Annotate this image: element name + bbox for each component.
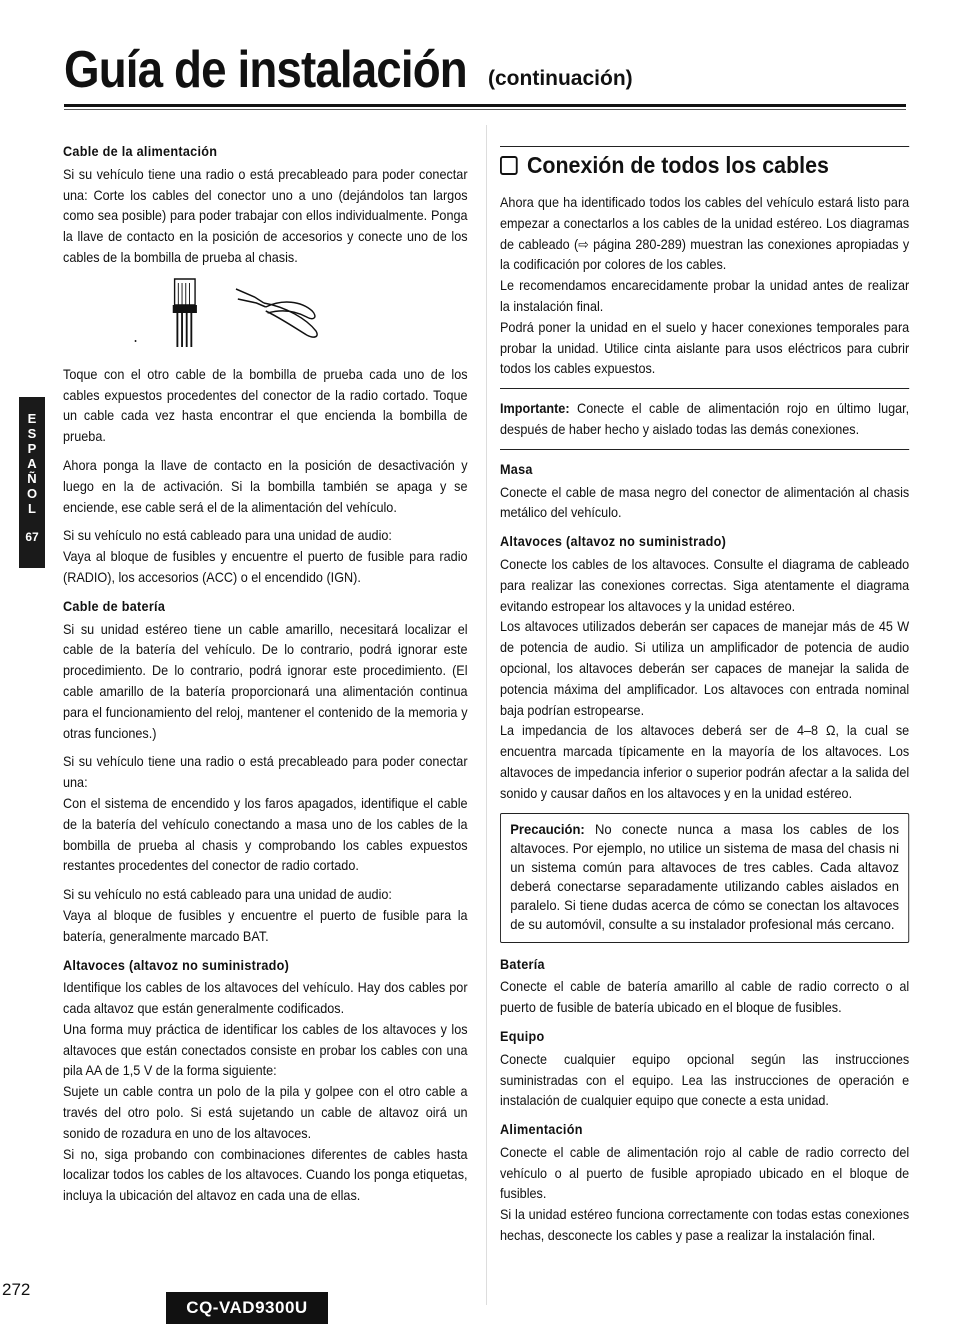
heading-masa: Masa — [500, 461, 533, 477]
paragraph: Una forma muy práctica de identificar los cables de los altavoces y los altavoces que están conectados consiste en probar los cables con una pila AA de 1,5 V de la forma siguiente: — [63, 1021, 468, 1079]
paragraph: La impedancia de los altavoces deberá ser de 4–8 Ω, la cual se encuentra marcada típicamente en la mayoría de los altavoces. Los altavoces de impedancia inferior o superior podrán afectar a la salida del sonido y causar daños en los altavoces y en la unidad estéreo. — [500, 723, 910, 801]
paragraph: Conecte el cable de alimentación rojo al cable de radio correcto del vehículo o al puerto de fusible apropiado ubicado en el bloque de fusibles. — [500, 1144, 910, 1202]
section-title-text: Conexión de todos los cables — [526, 152, 829, 178]
caution-label: Precaución: — [510, 820, 585, 837]
heading-equipo: Equipo — [500, 1028, 545, 1044]
paragraph: Si su vehículo no está cableado para una unidad de audio: — [63, 887, 392, 903]
side-tab-page: 67 — [25, 530, 39, 544]
page-number: 272 — [2, 1280, 31, 1299]
section-title — [500, 151, 909, 179]
paragraph: Conecte el cable de batería amarillo al cable de radio correcto o al puerto de fusible de batería ubicado en el bloque de fusibles. — [500, 979, 910, 1016]
section-rule — [500, 146, 909, 147]
paragraph: Sujete un cable contra un polo de la pila y golpee con el otro cable a través del otro polo. Si está sujetando un cable de altavoz oirá un sonido de rozadura en uno de los altavoces. — [63, 1084, 468, 1141]
paragraph: Ahora ponga la llave de contacto en la posición de desactivación y luego en la de activación. Si la bombilla también se apaga y se enciende, ese cable será el de la alimentación del vehículo. — [63, 457, 468, 515]
side-tab-letter: L — [28, 501, 36, 516]
paragraph: Conecte cualquier equipo opcional según las instrucciones suministradas con el equipo. Lea las instrucciones de operación e instalación de cualquier equipo que conecte a esta unidad. — [500, 1051, 910, 1109]
column-divider — [486, 125, 487, 1305]
paragraph: Vaya al bloque de fusibles y encuentre el puerto de fusible para la batería, generalmente marcado BAT. — [63, 907, 468, 944]
header-rule-thin — [64, 109, 906, 110]
divider — [500, 388, 909, 389]
paragraph: Con el sistema de encendido y los faros apagados, identifique el cable de la batería del vehículo conectando a masa uno de los cables de la bombilla de prueba al chasis y comprobando los cables expuestos restantes procedentes del conector de radio cortado. — [63, 795, 468, 874]
heading-altavoces-right: Altavoces (altavoz no suministrado) — [500, 534, 727, 550]
paragraph: Si su vehículo tiene una radio o está precableado para poder conectar una: Corte los cables del conector uno a uno (dejándolos tan largos como sea posible) para poder trabajar con ellos individualmente. Ponga la llave de contacto en la posición de accesorios y conecte uno de los cables de la bombilla de prueba al chasis. — [63, 166, 468, 265]
heading-cable-bateria: Cable de batería — [63, 598, 166, 614]
header-rule — [64, 104, 906, 107]
paragraph: Ahora que ha identificado todos los cables del vehículo estará listo para empezar a conectarlos a los cables de la unidad estéreo. Los diagramas de cableado (⇨ página 280-289) muestran las conexiones apropiadas y la codificación por colores de los cables. — [500, 195, 910, 273]
paragraph: Identifique los cables de los altavoces del vehículo. Hay dos cables por cada altavoz que están generalmente codificados. — [63, 980, 468, 1017]
side-tab-letter: Ñ — [27, 471, 37, 486]
side-tab-letter: O — [26, 486, 38, 501]
page-title: Guía de instalación — [64, 41, 467, 99]
right-column — [500, 152, 910, 1247]
paragraph: Conecte los cables de los altavoces. Consulte el diagrama de cableado para realizar las conexiones correctas. Siga atentamente el diagrama evitando estropear los altavoces y la unidad estéreo. — [500, 556, 910, 614]
paragraph: Conecte el cable de masa negro del conector de alimentación al chasis metálico del vehículo. — [500, 484, 910, 521]
paragraph: Le recomendamos encarecidamente probar la unidad antes de realizar la instalación final. — [500, 278, 910, 314]
paragraph: Toque con el otro cable de la bombilla de prueba cada uno de los cables expuestos procedentes del conector de la radio cortado. Toque un cable cada vez hasta encontrar el que encienda la bombilla de prueba. — [63, 366, 468, 445]
important-note — [500, 399, 909, 441]
checkbox-icon — [500, 156, 518, 175]
paragraph: Si no, siga probando con combinaciones diferentes de cables hasta localizar todos los cables de los altavoces. Cuando los ponga etiquetas, incluya la ubicación del altavoz en cada una de ellas. — [63, 1146, 468, 1204]
paragraph: Si su unidad estéreo tiene un cable amarillo, necesitará localizar el cable de la batería del vehículo. De lo contrario, podrá ignorar este procedimiento. De lo contrario, podrá ignorar este procedimiento. (El cable amarillo de la batería proporcionará una alimentación continua para el funcionamiento del reloj, mantener el contenido de la memoria y otras funciones.) — [63, 621, 468, 741]
side-tab-letter: A — [27, 456, 37, 471]
language-side-tab — [19, 397, 45, 568]
side-tab-letter: P — [27, 441, 37, 456]
caution-text: No conecte nunca a masa los cables de los altavoces. Por ejemplo, no utilice un sistema de masa del chasis ni un sistema común para altavoces de tres cables. Cada altavoz deberá conectarse separadamente utilizando cables aislados en paralelo. Si tiene dudas acerca de cómo se conectan los altavoces de su automóvil, consulte a su instalador profesional más cercano. — [510, 820, 899, 932]
divider — [500, 449, 909, 450]
heading-altavoces-left: Altavoces (altavoz no suministrado) — [63, 957, 290, 973]
side-tab-letter: E — [27, 411, 37, 426]
heading-bateria: Batería — [500, 956, 545, 972]
paragraph: Si su vehículo tiene una radio o está precableado para poder conectar una: — [63, 754, 468, 791]
paragraph: Los altavoces utilizados deberán ser capaces de manejar más de 45 W de potencia de audio. Si utiliza un amplificador de potencia de audio opcional, los altavoces deberán ser capaces de manejar la salida de potencia máxima del amplificador. Los altavoces con entrada nominal baja podrían estropearse. — [500, 619, 910, 718]
important-label: Importante: — [500, 401, 570, 417]
page-subtitle: (continuación) — [488, 67, 633, 90]
heading-cable-alimentacion: Cable de la alimentación — [63, 144, 218, 159]
model-label: CQ-VAD9300U — [166, 1292, 328, 1324]
caution-box — [500, 813, 909, 943]
connector-and-pliers-icon — [63, 277, 342, 353]
paragraph: Vaya al bloque de fusibles y encuentre el puerto de fusible para radio (RADIO), los accesorios (ACC) o el encendido (IGN). — [63, 549, 468, 585]
paragraph: Si la unidad estéreo funciona correctamente con todas estas conexiones hechas, desconecte los cables y pase a realizar la instalación final. — [500, 1207, 910, 1244]
page-header — [64, 40, 522, 100]
paragraph: Podrá poner la unidad en el suelo y hacer conexiones temporales para probar la unidad. Utilice cinta aislante para usos eléctricos para cubrir todos los cables expuestos. — [500, 319, 910, 377]
important-text: Conecte el cable de alimentación rojo en último lugar, después de haber hecho y aislado todas las demás conexiones. — [500, 401, 910, 437]
heading-alimentacion: Alimentación — [500, 1122, 583, 1138]
illustration-connector-pliers — [63, 277, 468, 353]
side-tab-letter: S — [27, 426, 37, 441]
paragraph: Si su vehículo no está cableado para una unidad de audio: — [63, 528, 392, 544]
left-column — [63, 142, 468, 1207]
